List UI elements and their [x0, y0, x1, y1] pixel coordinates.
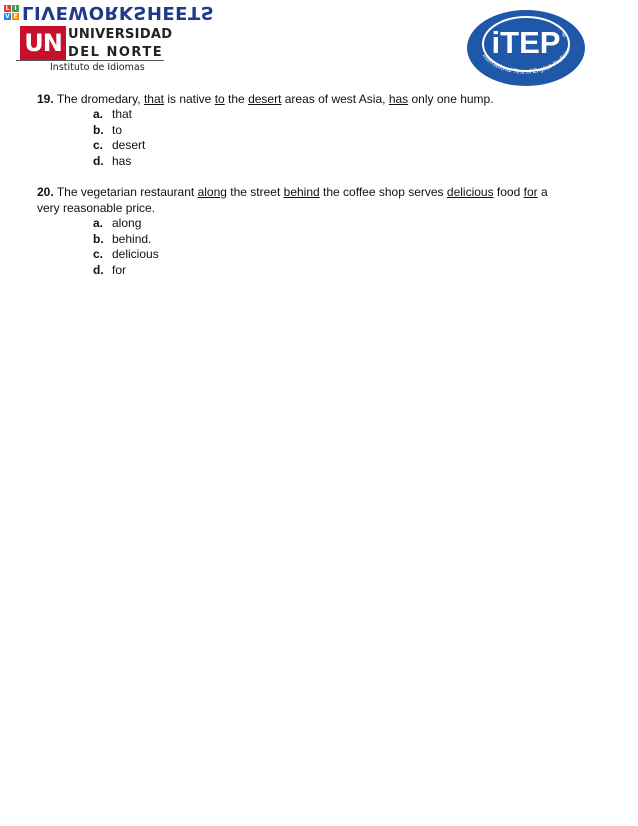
un-mark-icon: UN: [20, 26, 66, 60]
universidad-del-norte-logo: [16, 24, 173, 64]
liveworksheets-cubes-icon: [4, 5, 19, 20]
question-text: the: [224, 92, 249, 106]
option-letter: a.: [93, 216, 104, 230]
option-letter: d.: [93, 153, 104, 168]
underlined-word: for: [523, 185, 538, 199]
question-number: 20.: [37, 185, 54, 199]
registered-mark: ®: [562, 33, 567, 39]
option-letter: a.: [93, 107, 104, 121]
question-text: The dromedary,: [56, 92, 144, 106]
option-text: desert: [112, 138, 146, 153]
question-text: The vegetarian restaurant: [56, 185, 198, 199]
option-text: behind.: [112, 231, 152, 246]
option-text: for: [112, 262, 127, 277]
question-19: [37, 91, 597, 107]
liveworksheets-banner: [4, 2, 214, 22]
option-letter: d.: [93, 262, 104, 277]
itep-ring-text: International Test of English Proficien: [480, 46, 573, 76]
underlined-word: delicious: [446, 185, 494, 199]
question-20: [37, 184, 557, 216]
option-text: that: [112, 107, 133, 121]
institution-subtitle: Instituto de Idiomas: [50, 62, 145, 73]
option-letter: c.: [93, 247, 104, 262]
underlined-word: has: [388, 92, 409, 106]
answer-option-d[interactable]: [93, 263, 159, 279]
cube-letter: I: [12, 5, 19, 12]
answer-option-a[interactable]: [93, 107, 145, 123]
question-20-options: [93, 216, 159, 278]
option-letter: c.: [93, 138, 104, 153]
option-text: delicious: [112, 247, 159, 262]
institution-name-line1: UNIVERSIDAD: [68, 27, 173, 42]
question-19-options: [93, 107, 145, 169]
question-text: food: [493, 185, 524, 199]
itep-badge-icon: [465, 8, 587, 88]
answer-option-b[interactable]: [93, 232, 159, 248]
question-text: a very reasonable price.: [37, 185, 548, 215]
question-text: the street: [226, 185, 284, 199]
question-text: is native: [163, 92, 215, 106]
underlined-word: behind: [283, 185, 320, 199]
answer-option-a[interactable]: [93, 216, 159, 232]
answer-option-c[interactable]: [93, 247, 159, 263]
institution-name-line2: DEL NORTE: [68, 45, 164, 60]
answer-option-c[interactable]: [93, 138, 145, 154]
itep-wordmark: iTEP: [491, 25, 561, 60]
underlined-word: desert: [248, 92, 282, 106]
question-text: only one hump.: [408, 92, 494, 106]
question-text: the coffee shop serves: [319, 185, 447, 199]
option-text: to: [112, 122, 123, 137]
option-text: along: [112, 216, 142, 230]
underlined-word: that: [143, 92, 164, 106]
cube-letter: L: [5, 4, 10, 12]
underlined-word: to: [214, 92, 225, 106]
question-text: areas of west Asia,: [281, 92, 389, 106]
cube-letter: E: [13, 12, 18, 20]
option-letter: b.: [93, 122, 104, 137]
option-text: has: [112, 153, 132, 168]
question-number: 19.: [37, 92, 54, 106]
option-letter: b.: [93, 231, 104, 246]
answer-option-d[interactable]: [93, 154, 145, 170]
liveworksheets-wordmark: LIVEWORKSHEETS: [22, 2, 215, 23]
answer-option-b[interactable]: [93, 123, 145, 139]
underlined-word: along: [197, 185, 227, 199]
itep-logo: [465, 8, 587, 88]
cube-letter: V: [5, 12, 10, 20]
logo-divider: [16, 60, 164, 61]
